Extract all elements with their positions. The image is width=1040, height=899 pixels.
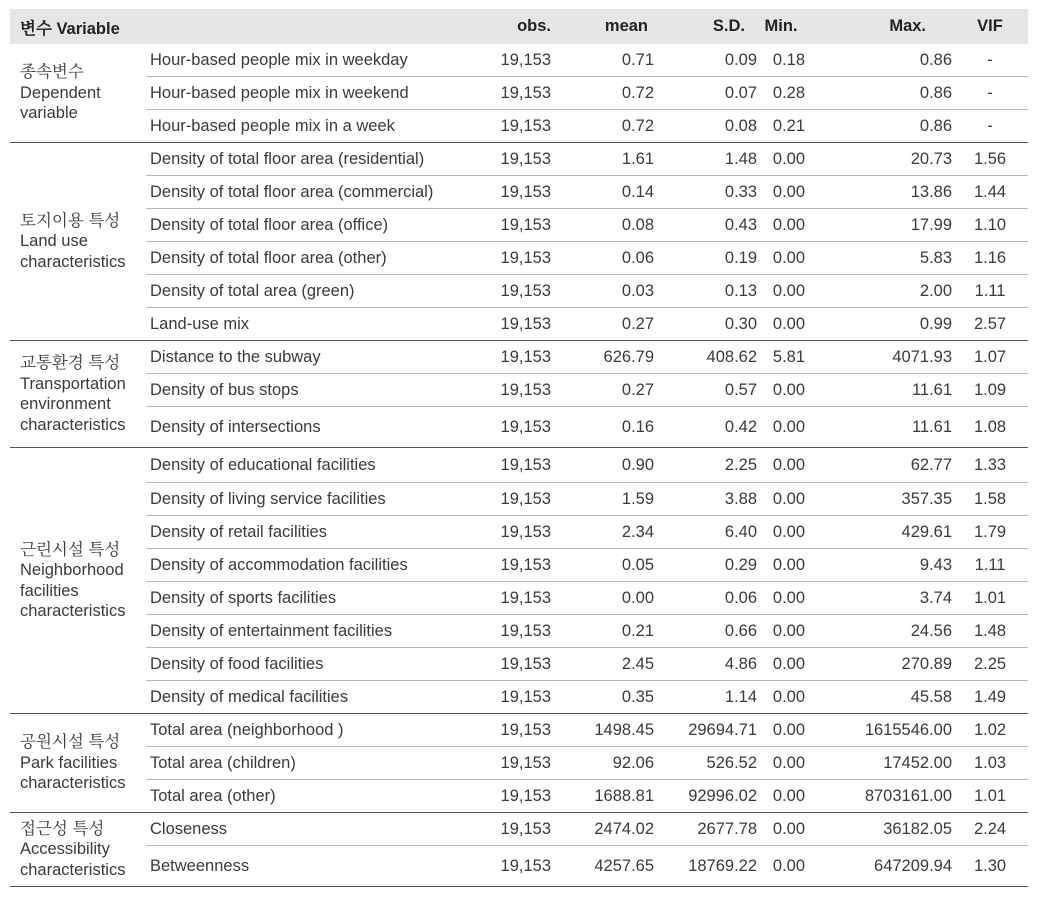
cell-vif: 1.09 — [952, 374, 1028, 407]
cell-mean: 0.16 — [551, 407, 654, 448]
cell-sd: 0.19 — [654, 242, 757, 275]
cell-obs: 19,153 — [494, 44, 551, 77]
cell-mean: 1688.81 — [551, 780, 654, 813]
table-row — [10, 448, 1028, 483]
table-row — [10, 275, 1028, 308]
cell-min: 0.00 — [757, 549, 805, 582]
cell-name: Hour-based people mix in weekend — [146, 77, 494, 110]
cell-sd: 2677.78 — [654, 813, 757, 846]
cell-min: 0.00 — [757, 648, 805, 681]
group-label-line: characteristics — [20, 774, 126, 793]
table-row — [10, 681, 1028, 714]
cell-mean: 0.72 — [551, 77, 654, 110]
table-row — [10, 747, 1028, 780]
cell-sd: 92996.02 — [654, 780, 757, 813]
group-label-line: 토지이용 특성 — [20, 211, 121, 230]
table-row — [10, 780, 1028, 813]
table-row — [10, 648, 1028, 681]
cell-name: Density of sports facilities — [146, 582, 494, 615]
group-label-line: characteristics — [20, 860, 126, 879]
cell-sd: 0.08 — [654, 110, 757, 143]
cell-vif: 1.56 — [952, 143, 1028, 176]
group-label — [10, 341, 146, 448]
group-label — [10, 813, 146, 887]
cell-obs: 19,153 — [494, 516, 551, 549]
table-row — [10, 407, 1028, 448]
table-row — [10, 209, 1028, 242]
cell-obs: 19,153 — [494, 549, 551, 582]
group-label-line: facilities — [20, 581, 79, 600]
cell-mean: 0.35 — [551, 681, 654, 714]
table-row — [10, 615, 1028, 648]
cell-min: 0.00 — [757, 209, 805, 242]
group-label-line: variable — [20, 104, 78, 123]
cell-max: 0.86 — [805, 77, 952, 110]
cell-name: Density of food facilities — [146, 648, 494, 681]
cell-vif: 1.02 — [952, 714, 1028, 747]
group-label-line: 교통환경 특성 — [20, 354, 121, 372]
cell-min: 5.81 — [757, 341, 805, 374]
statistics-table-container — [10, 9, 1028, 887]
cell-name: Density of entertainment facilities — [146, 615, 494, 648]
cell-max: 647209.94 — [805, 846, 952, 887]
cell-vif: 1.08 — [952, 407, 1028, 448]
cell-name: Hour-based people mix in weekday — [146, 44, 494, 77]
group-label-line: Transportation — [20, 374, 126, 393]
cell-max: 9.43 — [805, 549, 952, 582]
cell-obs: 19,153 — [494, 582, 551, 615]
cell-name: Density of total floor area (commercial) — [146, 176, 494, 209]
cell-sd: 18769.22 — [654, 846, 757, 887]
cell-obs: 19,153 — [494, 407, 551, 448]
cell-obs: 19,153 — [494, 747, 551, 780]
header-mean: mean — [551, 9, 654, 44]
table-row — [10, 516, 1028, 549]
cell-obs: 19,153 — [494, 448, 551, 483]
cell-vif: - — [952, 77, 1028, 110]
cell-mean: 1.59 — [551, 483, 654, 516]
group-label — [10, 714, 146, 813]
cell-mean: 0.90 — [551, 448, 654, 483]
group-label — [10, 143, 146, 341]
cell-obs: 19,153 — [494, 813, 551, 846]
cell-max: 0.86 — [805, 110, 952, 143]
cell-obs: 19,153 — [494, 780, 551, 813]
cell-max: 4071.93 — [805, 341, 952, 374]
cell-obs: 19,153 — [494, 275, 551, 308]
cell-max: 1615546.00 — [805, 714, 952, 747]
cell-max: 24.56 — [805, 615, 952, 648]
cell-vif: 1.10 — [952, 209, 1028, 242]
cell-sd: 1.48 — [654, 143, 757, 176]
cell-sd: 6.40 — [654, 516, 757, 549]
cell-name: Density of accommodation facilities — [146, 549, 494, 582]
cell-obs: 19,153 — [494, 209, 551, 242]
cell-mean: 1498.45 — [551, 714, 654, 747]
cell-sd: 408.62 — [654, 341, 757, 374]
cell-vif: 1.03 — [952, 747, 1028, 780]
cell-max: 17452.00 — [805, 747, 952, 780]
cell-sd: 0.06 — [654, 582, 757, 615]
group-label-line: Neighborhood — [20, 561, 124, 579]
cell-name: Density of medical facilities — [146, 681, 494, 714]
cell-vif: 1.11 — [952, 549, 1028, 582]
table-row — [10, 176, 1028, 209]
table-row — [10, 582, 1028, 615]
cell-obs: 19,153 — [494, 648, 551, 681]
cell-vif: 1.49 — [952, 681, 1028, 714]
cell-sd: 3.88 — [654, 483, 757, 516]
group-label-line: Land use — [20, 232, 88, 251]
cell-vif: - — [952, 44, 1028, 77]
cell-vif: 1.58 — [952, 483, 1028, 516]
cell-mean: 0.21 — [551, 615, 654, 648]
cell-min: 0.00 — [757, 143, 805, 176]
cell-mean: 0.72 — [551, 110, 654, 143]
cell-vif: 1.11 — [952, 275, 1028, 308]
cell-mean: 0.27 — [551, 374, 654, 407]
cell-sd: 29694.71 — [654, 714, 757, 747]
cell-min: 0.00 — [757, 407, 805, 448]
group-label-line: 근린시설 특성 — [20, 540, 121, 559]
table-row — [10, 77, 1028, 110]
cell-vif: 2.25 — [952, 648, 1028, 681]
cell-min: 0.00 — [757, 780, 805, 813]
cell-max: 429.61 — [805, 516, 952, 549]
cell-min: 0.21 — [757, 110, 805, 143]
cell-mean: 0.27 — [551, 308, 654, 341]
cell-mean: 0.00 — [551, 582, 654, 615]
cell-sd: 0.13 — [654, 275, 757, 308]
cell-mean: 0.03 — [551, 275, 654, 308]
cell-sd: 526.52 — [654, 747, 757, 780]
cell-min: 0.00 — [757, 714, 805, 747]
header-min: Min. — [757, 9, 805, 44]
cell-mean: 1.61 — [551, 143, 654, 176]
cell-mean: 2.45 — [551, 648, 654, 681]
cell-obs: 19,153 — [494, 176, 551, 209]
cell-mean: 4257.65 — [551, 846, 654, 887]
cell-name: Density of total area (green) — [146, 275, 494, 308]
cell-sd: 0.09 — [654, 44, 757, 77]
cell-name: Density of bus stops — [146, 374, 494, 407]
cell-name: Density of intersections — [146, 407, 494, 448]
table-row — [10, 846, 1028, 887]
cell-max: 20.73 — [805, 143, 952, 176]
cell-max: 36182.05 — [805, 813, 952, 846]
cell-name: Total area (other) — [146, 780, 494, 813]
header-max: Max. — [805, 9, 952, 44]
table-header — [10, 9, 1028, 44]
table-body — [10, 44, 1028, 887]
table-row — [10, 549, 1028, 582]
cell-obs: 19,153 — [494, 483, 551, 516]
cell-mean: 0.05 — [551, 549, 654, 582]
group-label-line: Park facilities — [20, 753, 118, 772]
cell-mean: 0.71 — [551, 44, 654, 77]
cell-min: 0.00 — [757, 615, 805, 648]
group-label — [10, 44, 146, 143]
cell-max: 0.86 — [805, 44, 952, 77]
table-row — [10, 813, 1028, 846]
cell-name: Total area (neighborhood ) — [146, 714, 494, 747]
group-label-line: characteristics — [20, 415, 126, 434]
cell-name: Land-use mix — [146, 308, 494, 341]
cell-min: 0.00 — [757, 846, 805, 887]
cell-sd: 2.25 — [654, 448, 757, 483]
cell-mean: 0.08 — [551, 209, 654, 242]
cell-mean: 2474.02 — [551, 813, 654, 846]
cell-max: 3.74 — [805, 582, 952, 615]
group-label-line: Accessibility — [20, 840, 110, 859]
table-row — [10, 308, 1028, 341]
header-row — [10, 9, 1028, 44]
cell-name: Betweenness — [146, 846, 494, 887]
cell-max: 357.35 — [805, 483, 952, 516]
cell-max: 11.61 — [805, 407, 952, 448]
cell-vif: 1.01 — [952, 780, 1028, 813]
group-label-line: 접근성 특성 — [20, 819, 105, 838]
cell-min: 0.00 — [757, 308, 805, 341]
cell-sd: 0.42 — [654, 407, 757, 448]
cell-min: 0.18 — [757, 44, 805, 77]
table-row — [10, 242, 1028, 275]
cell-sd: 0.66 — [654, 615, 757, 648]
cell-mean: 2.34 — [551, 516, 654, 549]
cell-min: 0.00 — [757, 448, 805, 483]
cell-max: 17.99 — [805, 209, 952, 242]
cell-sd: 4.86 — [654, 648, 757, 681]
cell-mean: 92.06 — [551, 747, 654, 780]
table-row — [10, 44, 1028, 77]
cell-name: Hour-based people mix in a week — [146, 110, 494, 143]
cell-vif: 1.30 — [952, 846, 1028, 887]
header-vif: VIF — [952, 9, 1028, 44]
cell-max: 45.58 — [805, 681, 952, 714]
cell-name: Total area (children) — [146, 747, 494, 780]
cell-name: Density of total floor area (other) — [146, 242, 494, 275]
cell-max: 8703161.00 — [805, 780, 952, 813]
cell-max: 62.77 — [805, 448, 952, 483]
cell-max: 5.83 — [805, 242, 952, 275]
table-row — [10, 374, 1028, 407]
group-label — [10, 448, 146, 714]
cell-obs: 19,153 — [494, 681, 551, 714]
cell-name: Closeness — [146, 813, 494, 846]
cell-max: 11.61 — [805, 374, 952, 407]
cell-vif: 2.24 — [952, 813, 1028, 846]
cell-max: 0.99 — [805, 308, 952, 341]
cell-min: 0.00 — [757, 242, 805, 275]
cell-name: Distance to the subway — [146, 341, 494, 374]
cell-vif: 1.16 — [952, 242, 1028, 275]
cell-min: 0.00 — [757, 747, 805, 780]
group-label-line: environment — [20, 395, 111, 413]
cell-vif: 1.07 — [952, 341, 1028, 374]
cell-sd: 0.57 — [654, 374, 757, 407]
cell-vif: 1.33 — [952, 448, 1028, 483]
cell-name: Density of educational facilities — [146, 448, 494, 483]
group-label-line: 공원시설 특성 — [20, 733, 121, 752]
cell-mean: 626.79 — [551, 341, 654, 374]
cell-name: Density of retail facilities — [146, 516, 494, 549]
cell-min: 0.00 — [757, 176, 805, 209]
cell-vif: 1.01 — [952, 582, 1028, 615]
cell-obs: 19,153 — [494, 615, 551, 648]
cell-min: 0.00 — [757, 483, 805, 516]
cell-vif: 2.57 — [952, 308, 1028, 341]
cell-min: 0.00 — [757, 374, 805, 407]
cell-vif: 1.44 — [952, 176, 1028, 209]
cell-name: Density of total floor area (residential) — [146, 143, 494, 176]
cell-min: 0.00 — [757, 813, 805, 846]
group-label-line: Dependent — [20, 83, 101, 102]
descriptive-statistics-table — [10, 9, 1028, 887]
header-variable: 변수 Variable — [10, 9, 494, 44]
table-row — [10, 341, 1028, 374]
cell-max: 13.86 — [805, 176, 952, 209]
cell-sd: 0.30 — [654, 308, 757, 341]
group-label-line: characteristics — [20, 252, 126, 271]
group-label-line: 종속변수 — [20, 63, 84, 82]
cell-min: 0.00 — [757, 516, 805, 549]
cell-vif: 1.79 — [952, 516, 1028, 549]
cell-mean: 0.06 — [551, 242, 654, 275]
cell-vif: 1.48 — [952, 615, 1028, 648]
table-row — [10, 714, 1028, 747]
cell-name: Density of living service facilities — [146, 483, 494, 516]
group-label-line: characteristics — [20, 602, 126, 620]
cell-sd: 0.33 — [654, 176, 757, 209]
cell-obs: 19,153 — [494, 846, 551, 887]
cell-mean: 0.14 — [551, 176, 654, 209]
cell-min: 0.00 — [757, 681, 805, 714]
cell-obs: 19,153 — [494, 374, 551, 407]
header-sd: S.D. — [654, 9, 757, 44]
cell-obs: 19,153 — [494, 714, 551, 747]
cell-name: Density of total floor area (office) — [146, 209, 494, 242]
cell-sd: 0.29 — [654, 549, 757, 582]
cell-max: 270.89 — [805, 648, 952, 681]
cell-obs: 19,153 — [494, 143, 551, 176]
cell-min: 0.00 — [757, 582, 805, 615]
cell-obs: 19,153 — [494, 110, 551, 143]
cell-obs: 19,153 — [494, 308, 551, 341]
header-obs: obs. — [494, 9, 551, 44]
cell-sd: 0.07 — [654, 77, 757, 110]
cell-max: 2.00 — [805, 275, 952, 308]
cell-sd: 1.14 — [654, 681, 757, 714]
table-row — [10, 110, 1028, 143]
cell-obs: 19,153 — [494, 77, 551, 110]
table-row — [10, 143, 1028, 176]
cell-obs: 19,153 — [494, 242, 551, 275]
cell-sd: 0.43 — [654, 209, 757, 242]
cell-min: 0.00 — [757, 275, 805, 308]
cell-min: 0.28 — [757, 77, 805, 110]
cell-obs: 19,153 — [494, 341, 551, 374]
table-row — [10, 483, 1028, 516]
cell-vif: - — [952, 110, 1028, 143]
